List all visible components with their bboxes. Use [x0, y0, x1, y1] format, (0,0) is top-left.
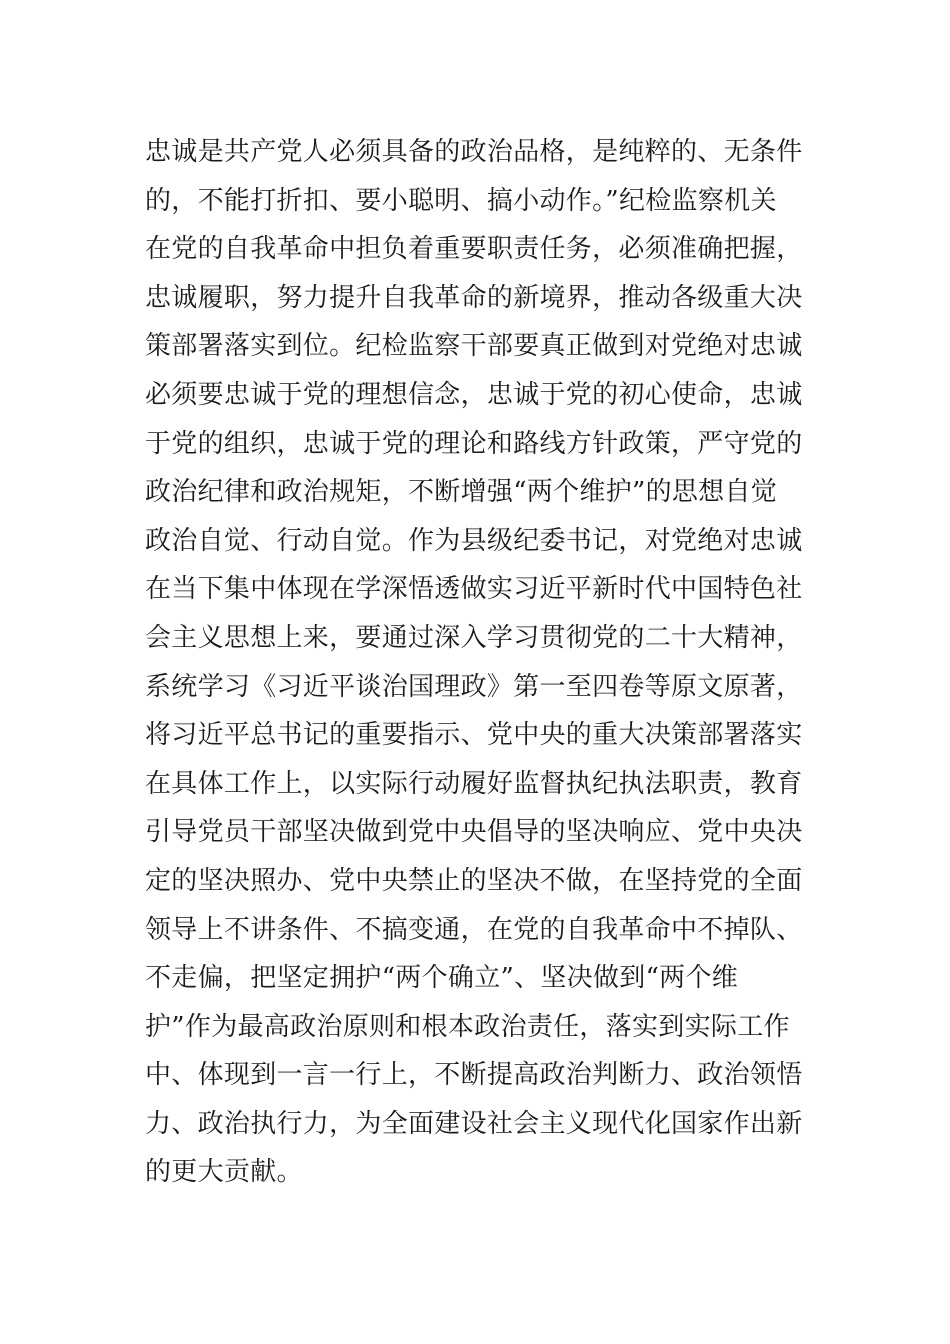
text-line-1: 忠诚是共产党人必须具备的政治品格，是纯粹的、无条件 — [145, 137, 803, 167]
body-paragraph — [145, 128, 815, 1197]
text-line-16: 定的坚决照办、党中央禁止的坚决不做，在坚持党的全面 — [145, 865, 803, 896]
text-line-7: 于党的组织，忠诚于党的理论和路线方针政策，严守党的 — [145, 428, 803, 459]
text-line-9: 政治自觉、行动自觉。作为县级纪委书记，对党绝对忠诚 — [145, 525, 803, 556]
text-line-18: 不走偏，把坚定拥护“两个确立”、坚决做到“两个维 — [145, 963, 739, 994]
text-line-15: 引导党员干部坚决做到党中央倡导的坚决响应、党中央决 — [145, 817, 803, 848]
text-line-10: 在当下集中体现在学深悟透做实习近平新时代中国特色社 — [145, 574, 803, 605]
text-line-22: 的更大贡献。 — [145, 1157, 303, 1188]
text-line-4: 忠诚履职，努力提升自我革命的新境界，推动各级重大决 — [145, 282, 803, 313]
text-line-6: 必须要忠诚于党的理想信念，忠诚于党的初心使命，忠诚 — [145, 379, 803, 410]
text-line-2: 的，不能打折扣、要小聪明、搞小动作。”纪检监察机关 — [145, 185, 777, 216]
text-line-19: 护”作为最高政治原则和根本政治责任，落实到实际工作 — [145, 1011, 790, 1042]
text-line-8: 政治纪律和政治规矩，不断增强“两个维护”的思想自觉 — [145, 477, 778, 508]
text-line-14: 在具体工作上，以实际行动履好监督执纪执法职责，教育 — [145, 768, 803, 799]
text-line-13: 将习近平总书记的重要指示、党中央的重大决策部署落实 — [145, 720, 803, 751]
text-line-21: 力、政治执行力，为全面建设社会主义现代化国家作出新 — [145, 1108, 803, 1139]
text-line-11: 会主义思想上来，要通过深入学习贯彻党的二十大精神， — [145, 622, 803, 653]
text-line-5: 策部署落实到位。纪检监察干部要真正做到对党绝对忠诚 — [145, 331, 803, 362]
text-line-17: 领导上不讲条件、不搞变通，在党的自我革命中不掉队、 — [145, 914, 803, 945]
text-line-20: 中、体现到一言一行上，不断提高政治判断力、政治领悟 — [145, 1060, 803, 1091]
text-line-3: 在党的自我革命中担负着重要职责任务，必须准确把握， — [145, 234, 803, 265]
text-line-12: 系统学习《习近平谈治国理政》第一至四卷等原文原著， — [145, 671, 803, 702]
